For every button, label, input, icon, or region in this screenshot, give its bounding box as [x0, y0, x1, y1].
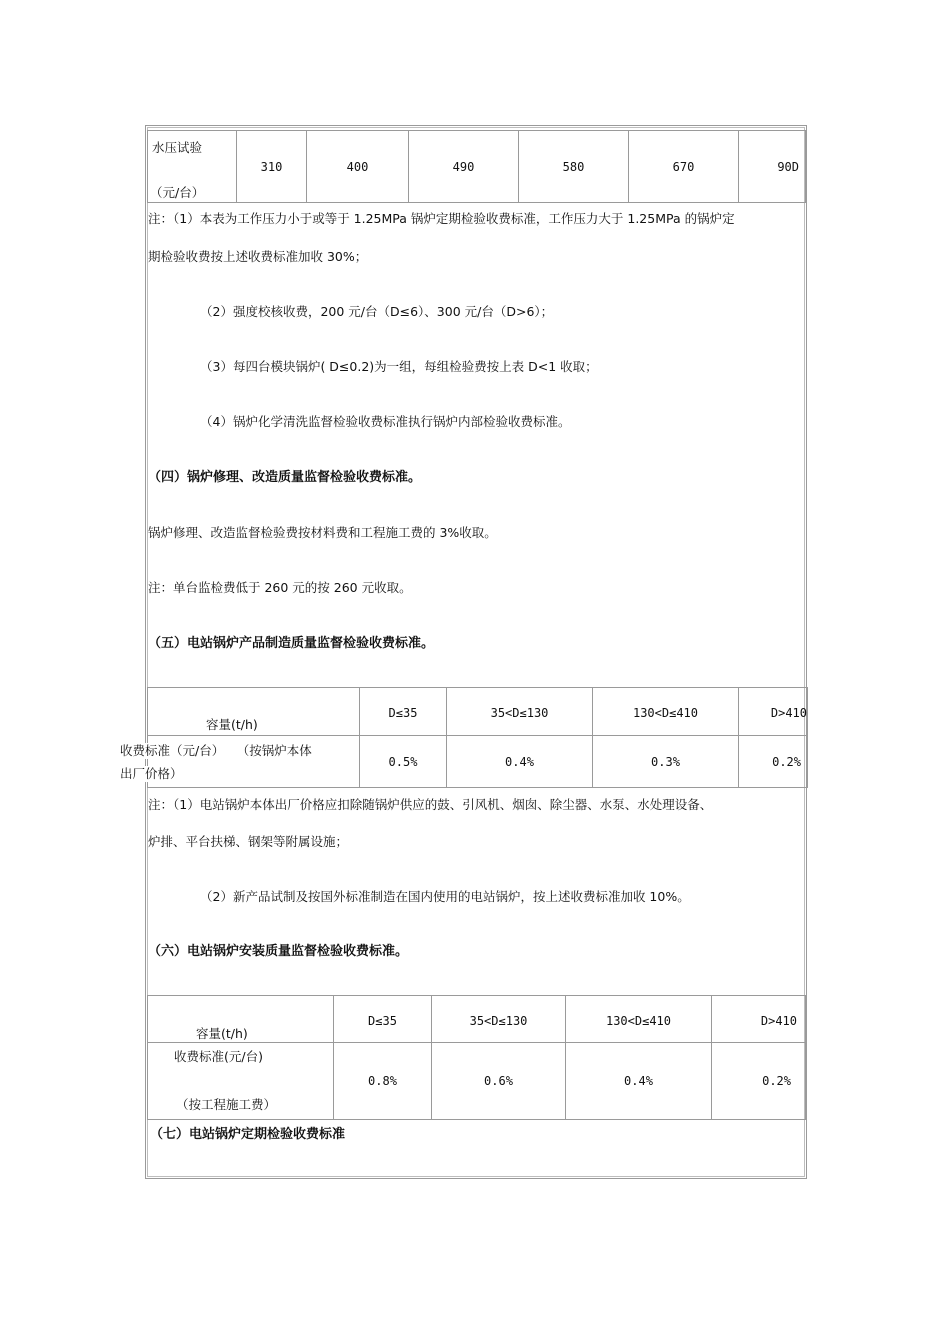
table-cell: 0.6%: [432, 1043, 566, 1120]
table-cell: 310: [237, 131, 307, 203]
install-fee-label-line1: 收费标准(元/台): [174, 1049, 263, 1064]
table-cell: 0.2%: [712, 1043, 806, 1120]
capacity-header-label: 容量(t/h): [206, 717, 258, 732]
capacity-header: [148, 688, 360, 736]
section7-heading: （七）电站锅炉定期检验收费标准: [150, 1127, 346, 1142]
column-header: 35<D≤130: [447, 688, 593, 736]
table-cell: 0.3%: [593, 736, 739, 788]
table-cell: 90D: [739, 131, 806, 203]
section4-heading: （四）锅炉修理、改造质量监督检验收费标准。: [148, 470, 422, 485]
note1-item4: （4）锅炉化学清洗监督检验收费标准执行锅炉内部检验收费标准。: [200, 414, 571, 429]
column-header: 130<D≤410: [566, 996, 712, 1043]
column-header: D>410: [712, 996, 806, 1043]
table-cell: 580: [519, 131, 629, 203]
note1-line1: 注：（1）本表为工作压力小于或等于 1.25MPa 锅炉定期检验收费标准，工作压力大于 1.25MPa 的锅炉定: [148, 211, 735, 226]
pressure-test-table: [147, 130, 806, 203]
installation-fee-table: [147, 995, 806, 1120]
note1-item3: （3）每四台模块锅炉( D≤0.2)为一组，每组检验费按上表 D<1 收取；: [200, 359, 598, 374]
column-header: D>410: [739, 688, 808, 736]
table-cell: 0.2%: [739, 736, 808, 788]
pressure-test-label-line2: （元/台）: [150, 185, 205, 200]
column-header: 130<D≤410: [593, 688, 739, 736]
table-cell: 0.8%: [334, 1043, 432, 1120]
section4-note: 注：单台监检费低于 260 元的按 260 元收取。: [148, 580, 412, 595]
section5-note-line2: 炉排、平台扶梯、钢架等附属设施；: [148, 834, 349, 849]
table-cell: 490: [409, 131, 519, 203]
install-fee-label-line2: （按工程施工费）: [176, 1097, 277, 1112]
column-header: D≤35: [360, 688, 447, 736]
fee-row-label-cell: [148, 1043, 334, 1120]
note1-item2: （2）强度校核收费，200 元/台（D≤6）、300 元/台（D>6）；: [200, 304, 554, 319]
table-cell: 670: [629, 131, 739, 203]
section4-body: 锅炉修理、改造监督检验费按材料费和工程施工费的 3%收取。: [148, 525, 497, 540]
pressure-test-label: [148, 131, 237, 203]
section5-heading: （五）电站锅炉产品制造质量监督检验收费标准。: [148, 636, 435, 651]
column-header: 35<D≤130: [432, 996, 566, 1043]
table-cell: 400: [307, 131, 409, 203]
manufacture-fee-table: [147, 687, 808, 788]
fee-row-label-line1: 收费标准（元/台） （按锅炉本体: [120, 743, 312, 758]
note1-line2: 期检验收费按上述收费标准加收 30%；: [148, 249, 368, 264]
table-cell: 0.5%: [360, 736, 447, 788]
capacity-header-label: 容量(t/h): [196, 1026, 248, 1041]
section6-heading: （六）电站锅炉安装质量监督检验收费标准。: [148, 944, 409, 959]
table-cell: 0.4%: [566, 1043, 712, 1120]
section5-note-item2: （2）新产品试制及按国外标准制造在国内使用的电站锅炉，按上述收费标准加收 10%。: [200, 889, 690, 904]
fee-row-label-line2: 出厂价格）: [120, 766, 183, 781]
table-cell: 0.4%: [447, 736, 593, 788]
section5-note-line1: 注：（1）电站锅炉本体出厂价格应扣除随锅炉供应的鼓、引风机、烟囱、除尘器、水泵、水处理设备、: [148, 797, 713, 812]
column-header: D≤35: [334, 996, 432, 1043]
pressure-test-label-line1: 水压试验: [152, 140, 203, 155]
capacity-header: [148, 996, 334, 1043]
